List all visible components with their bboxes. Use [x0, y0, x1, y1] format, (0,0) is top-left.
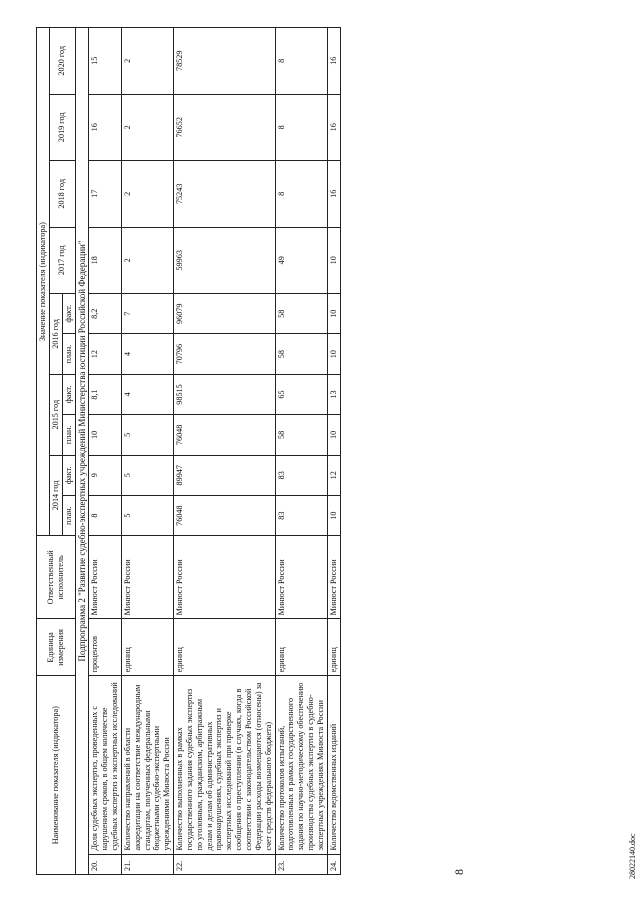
unit-cell: единиц [327, 619, 340, 676]
executor-cell: Минюст России [174, 536, 275, 619]
value-cell: 5 [121, 455, 173, 495]
table-row [174, 28, 275, 875]
value-cell: 59963 [174, 227, 275, 294]
unit-cell: единиц [121, 619, 173, 676]
indicators-table [36, 27, 341, 875]
value-cell: 98515 [174, 374, 275, 414]
value-cell: 10 [327, 294, 340, 334]
table-row [89, 28, 122, 875]
value-cell: 8 [89, 495, 122, 535]
header-name: Наименование показателя (индикатора) [37, 676, 76, 875]
header-fact-2016: факт. [62, 294, 75, 334]
row-number: 23. [275, 854, 327, 874]
page-number: 8 [452, 869, 466, 875]
value-cell: 15 [89, 28, 122, 95]
value-cell: 65 [275, 374, 327, 414]
row-number: 24. [327, 854, 340, 874]
value-cell: 12 [89, 334, 122, 374]
value-cell: 96079 [174, 294, 275, 334]
value-cell: 89947 [174, 455, 275, 495]
header-plan-2014: план. [62, 495, 75, 535]
value-cell: 83 [275, 495, 327, 535]
indicator-name: Количество выполненных в рамках государственного задания судебных экспертиз по уголовным, гражданским, арбитражным делам и делам об административных правонарушениях, судебных экспертиз и экспертных исследований при проверке сообщения о преступлении (в случаях, когда в соответствии с законодательством Российской Федерации расходы возмещаются (относены) за счет средств федерального бюджета) [174, 676, 275, 854]
value-cell: 8 [275, 28, 327, 95]
executor-cell: Минюст России [89, 536, 122, 619]
value-cell: 78529 [174, 28, 275, 95]
row-number: 21. [121, 854, 173, 874]
value-cell: 16 [327, 28, 340, 95]
indicator-name: Количество направлений в области аккредитации на соответствие международным стандартам, полученных федеральными бюджетными судебно-экспертными учреждениями Минюста России [121, 676, 173, 854]
value-cell: 4 [121, 374, 173, 414]
executor-cell: Минюст России [121, 536, 173, 619]
value-cell: 5 [121, 495, 173, 535]
value-cell: 2 [121, 227, 173, 294]
footer-filename: 28022140.doc [628, 833, 637, 879]
value-cell: 16 [327, 161, 340, 228]
header-2014: 2014 год [49, 455, 62, 536]
table-row [327, 28, 340, 875]
value-cell: 13 [327, 374, 340, 414]
indicator-name: Количество протоколов испытаний, подготовленных в рамках государственного задания по научно-методическому обеспечению производства судебных экспертиз в судебно-экспертных учреждениях Минюста России [275, 676, 327, 854]
value-cell: 8,2 [89, 294, 122, 334]
executor-cell: Минюст России [327, 536, 340, 619]
value-cell: 9 [89, 455, 122, 495]
value-cell: 75243 [174, 161, 275, 228]
value-cell: 70796 [174, 334, 275, 374]
header-2016: 2016 год [49, 294, 62, 375]
indicator-name: Количество ведомственных изданий [327, 676, 340, 854]
value-cell: 10 [327, 415, 340, 455]
value-cell: 2 [121, 28, 173, 95]
value-cell: 10 [327, 227, 340, 294]
value-cell: 49 [275, 227, 327, 294]
unit-cell: процентов [89, 619, 122, 676]
value-cell: 76048 [174, 495, 275, 535]
value-cell: 8 [275, 161, 327, 228]
value-cell: 17 [89, 161, 122, 228]
value-cell: 76652 [174, 94, 275, 161]
value-cell: 58 [275, 334, 327, 374]
value-cell: 2 [121, 94, 173, 161]
header-2017: 2017 год [49, 227, 75, 294]
value-cell: 10 [327, 495, 340, 535]
table-row [121, 28, 173, 875]
value-cell: 7 [121, 294, 173, 334]
indicator-name: Доля судебных экспертиз, проведенных с нарушением сроков, в общем количестве судебных экспертиз и экспертных исследований [89, 676, 122, 854]
value-cell: 18 [89, 227, 122, 294]
value-cell: 8,1 [89, 374, 122, 414]
value-cell: 58 [275, 415, 327, 455]
value-cell: 58 [275, 294, 327, 334]
value-cell: 5 [121, 415, 173, 455]
value-cell: 16 [89, 94, 122, 161]
row-number: 20. [89, 854, 122, 874]
unit-cell: единиц [174, 619, 275, 676]
value-cell: 2 [121, 161, 173, 228]
value-cell: 4 [121, 334, 173, 374]
value-cell: 10 [327, 334, 340, 374]
header-plan-2015: план. [62, 415, 75, 455]
header-2015: 2015 год [49, 374, 62, 455]
header-unit: Единица измерения [37, 619, 76, 676]
header-2020: 2020 год [49, 28, 75, 95]
value-cell: 10 [89, 415, 122, 455]
header-2018: 2018 год [49, 161, 75, 228]
executor-cell: Минюст России [275, 536, 327, 619]
header-fact-2015: факт. [62, 374, 75, 414]
header-2019: 2019 год [49, 94, 75, 161]
value-cell: 76048 [174, 415, 275, 455]
header-plan-2016: план. [62, 334, 75, 374]
header-fact-2014: факт. [62, 455, 75, 495]
header-executor: Ответственный исполнитель [37, 536, 76, 619]
subprogram-title: Подпрограмма 2 "Развитие судебно-экспертных учреждений Министерства юстиции Российской Федерации" [75, 28, 89, 875]
value-cell: 8 [275, 94, 327, 161]
value-cell: 16 [327, 94, 340, 161]
header-values: Значение показателя (индикатора) [37, 28, 50, 536]
table-row [275, 28, 327, 875]
value-cell: 12 [327, 455, 340, 495]
row-number: 22. [174, 854, 275, 874]
unit-cell: единиц [275, 619, 327, 676]
value-cell: 83 [275, 455, 327, 495]
